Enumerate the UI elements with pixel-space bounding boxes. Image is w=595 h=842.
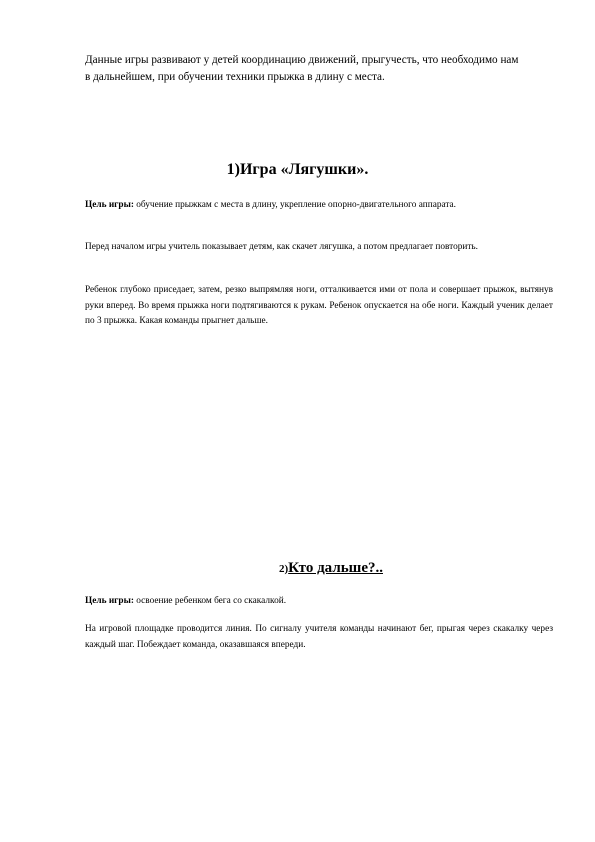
game1-title-text: 1)Игра «Лягушки». (226, 161, 369, 178)
intro-paragraph: Данные игры развивают у детей координацию движений, прыгучесть, что необходимо нам в дальнейшем, при обучении техники прыжка в длину с места. (85, 54, 519, 83)
game1-rules-paragraph: Ребенок глубоко приседает, затем, резко выпрямляя ноги, отталкивается ими от пола и совершает прыжок, вытянув руки вперед. Во время прыжка ноги подтягиваются к рукам. Ребенок опускается на обе ноги. Каждый ученик делает по 3 прыжка. Какая команды прыгнет дальше. (85, 285, 553, 326)
game1-goal-label: Цель игры: (85, 200, 134, 210)
game2-title (279, 558, 383, 579)
game2-title-number: 2) (279, 563, 289, 575)
game1-title (0, 160, 595, 180)
game2-goal-label: Цель игры: (85, 596, 134, 606)
game1-intro-paragraph: Перед началом игры учитель показывает детям, как скачет лягушка, а потом предлагает повторить. (85, 242, 478, 252)
game2-goal-text: освоение ребенком бега со скакалкой. (133, 596, 287, 606)
game1-goal-paragraph (85, 198, 553, 214)
game2-goal-paragraph (85, 594, 553, 610)
game2-rules-paragraph: На игровой площадке проводится линия. По сигналу учителя команды начинают бег, прыгая через скакалку через каждый шаг. Побеждает команда, оказавшаяся впереди. (85, 624, 553, 650)
game2-title-text: Кто дальше?.. (288, 560, 383, 576)
game1-goal-text: обучение прыжкам с места в длину, укрепление опорно-двигательного аппарата. (133, 200, 456, 210)
